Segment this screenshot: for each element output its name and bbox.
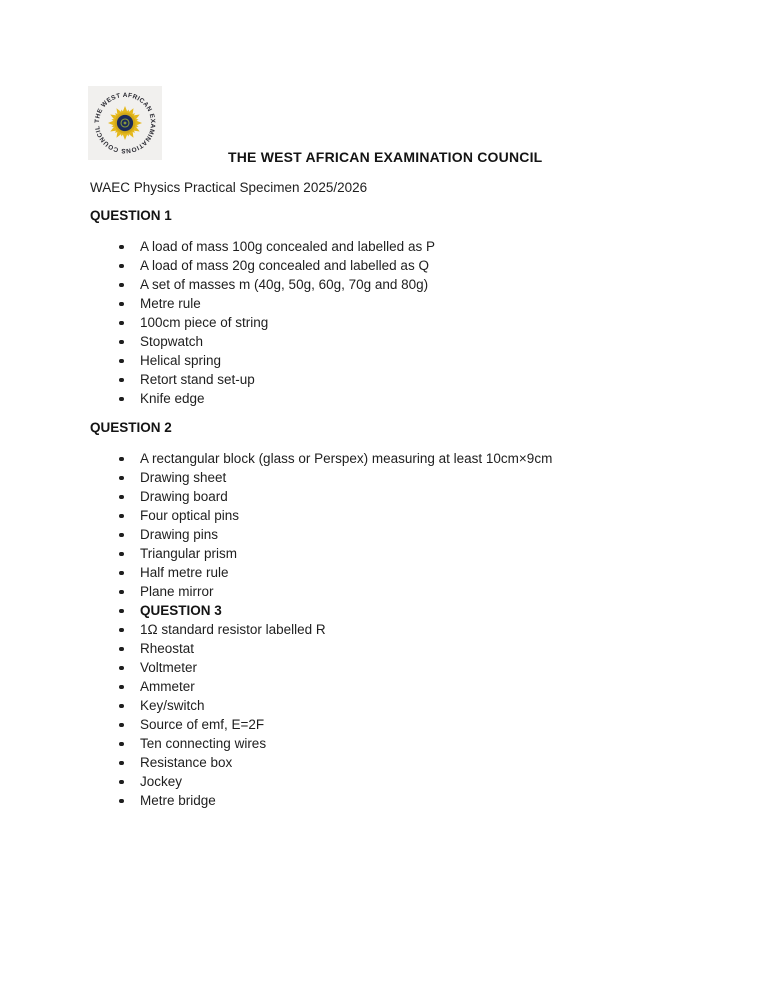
list-item: Resistance box [90,753,680,772]
list-item: QUESTION 3 [90,601,680,620]
list-item: A load of mass 100g concealed and labelled as P [90,237,680,256]
list-item: Voltmeter [90,658,680,677]
document-content [90,0,680,810]
list-item: Ten connecting wires [90,734,680,753]
question-2-list [90,449,680,810]
list-item: Stopwatch [90,332,680,351]
list-item: Knife edge [90,389,680,408]
list-item: Half metre rule [90,563,680,582]
list-item: Retort stand set-up [90,370,680,389]
list-item: Drawing board [90,487,680,506]
list-item: Drawing sheet [90,468,680,487]
list-item: Metre rule [90,294,680,313]
list-item: A rectangular block (glass or Perspex) measuring at least 10cm×9cm [90,449,680,468]
question-1-list [90,237,680,408]
list-item: Rheostat [90,639,680,658]
list-item: Ammeter [90,677,680,696]
list-item: Jockey [90,772,680,791]
list-item: Drawing pins [90,525,680,544]
list-item: Key/switch [90,696,680,715]
list-item: Helical spring [90,351,680,370]
page-title: THE WEST AFRICAN EXAMINATION COUNCIL [228,149,543,165]
list-item: 100cm piece of string [90,313,680,332]
question-1-heading: QUESTION 1 [90,208,172,223]
question-2-heading: QUESTION 2 [90,420,172,435]
list-item: 1Ω standard resistor labelled R [90,620,680,639]
list-item: Triangular prism [90,544,680,563]
logo-ring-text: THE WEST AFRICAN EXAMINATIONS COUNCIL [93,91,157,155]
list-item: A load of mass 20g concealed and labelled as Q [90,256,680,275]
list-item: A set of masses m (40g, 50g, 60g, 70g and 80g) [90,275,680,294]
list-item: Four optical pins [90,506,680,525]
list-item: Metre bridge [90,791,680,810]
list-item: Source of emf, E=2F [90,715,680,734]
list-item: Plane mirror [90,582,680,601]
page-subtitle: WAEC Physics Practical Specimen 2025/2026 [90,180,368,195]
